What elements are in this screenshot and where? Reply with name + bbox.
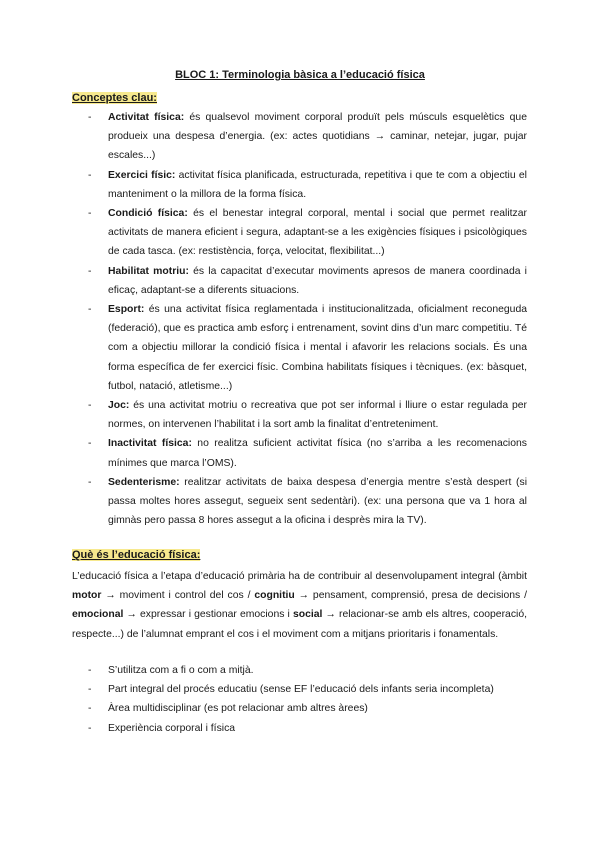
term-definition: és una activitat física reglamentada i institucionalitzada, oficialment reconeguda (federació), que es practica amb esforç i entrenament, sovint dins d’un marc competitiu. Té com a objectiu millorar la condició física i mental i afavorir les relacions socials. És una forma específica de fer exercici físic. Combina habilitats físiques i tècniques. (ex: bàsquet, futbol, natació, atletisme...) [108, 304, 527, 392]
list-item: - Part integral del procés educatiu (sense EF l’educació dels infants seria incompleta) [88, 680, 527, 699]
section-heading-what-is-pe [72, 549, 200, 561]
paragraph-text: → moviment i control del cos / [101, 590, 255, 602]
list-item [88, 108, 527, 166]
section-heading-key-concepts-text: Conceptes clau: [72, 92, 157, 104]
keyword-social: social [292, 609, 323, 621]
paragraph-text: → relacionar-se amb els altres, cooperació, respecte...) de l’alumnat emprant el cos i el moviment com a mitjans prioritaris i fonamentals. [72, 609, 527, 640]
term-definition: realitzar activitats de baixa despesa d’energia mentre s’està despert (si passa moltes hores assegut, segueix sent sedentàri). (ex: una persona que va 1 hora al gimnàs pero passa 8 hores assegut a la oficina i desprès mira la TV). [108, 476, 527, 527]
term-label: Inactivitat física: [108, 438, 192, 450]
term-label: Joc: [108, 400, 130, 412]
pe-characteristics-list [88, 661, 527, 738]
term-label: Condició física: [108, 208, 188, 220]
term-definition: activitat física planificada, estructurada, repetitiva i que te com a objectiu el manteniment o la millora de la forma física. [108, 169, 527, 200]
term-label: Esport: [108, 304, 145, 316]
term-definition: és el benestar integral corporal, mental i social que permet realitzar activitats de manera eficient i segura, adaptant-se a les exigències físiques i psicològiques de cada tasca. (ex: restistència, força, velocitat, flexibilitat...) [108, 208, 527, 258]
list-item: - Experiència corporal i física [88, 719, 527, 738]
list-item [88, 300, 527, 396]
keyword-emotional: emocional [72, 609, 124, 621]
list-item: - Àrea multidisciplinar (es pot relacionar amb altres àrees) [88, 699, 527, 718]
term-label: Activitat física: [108, 112, 185, 123]
list-item [88, 396, 527, 434]
term-label: Exercici físic: [108, 169, 176, 181]
list-item [88, 204, 527, 262]
term-definition: és una activitat motriu o recreativa que pot ser informal i lliure o estar regulada per normes, on intervenen l’habilitat i la sort amb la finalitat d’entreteniment. [108, 400, 527, 431]
term-definition: no realitza suficient activitat física (no s’arriba a les recomenacions mínimes que marca l’OMS). [108, 438, 527, 469]
term-label: Sedenterisme: [108, 476, 180, 488]
list-item [88, 434, 527, 472]
list-item [88, 262, 527, 300]
list-item [88, 473, 527, 531]
term-label: Habilitat motriu: [108, 265, 189, 277]
key-concepts-list [88, 108, 527, 530]
paragraph-text: → expressar i gestionar emocions i [123, 609, 293, 621]
term-definition: és qualsevol moviment corporal produït pels músculs esquelètics que produeix una despesa d’energia. (ex: actes quotidians → caminar, netejar, jugar, pujar escales...) [108, 112, 527, 162]
keyword-cognitive: cognitiu [254, 590, 295, 602]
pe-definition-paragraph [72, 567, 527, 644]
list-item [88, 166, 527, 204]
keyword-motor: motor [72, 590, 102, 602]
section-heading-what-is-pe-text: Què és l’educació física: [72, 549, 201, 561]
term-definition: és la capacitat d’executar moviments apresos de manera coordinada i eficaç, adaptant-se a diferents situacions. [108, 265, 527, 296]
paragraph-text: → pensament, comprensió, presa de decisions / [294, 590, 527, 602]
paragraph-text: L’educació física a l’etapa d’educació primària ha de contribuir al desenvolupament integral (àmbit [72, 571, 527, 582]
list-item: - S’utilitza com a fi o com a mitjà. [88, 661, 527, 680]
section-heading-key-concepts [72, 92, 157, 104]
document-title-text: BLOC 1: Terminologia bàsica a l’educació física [175, 69, 425, 81]
document-title [0, 69, 600, 81]
